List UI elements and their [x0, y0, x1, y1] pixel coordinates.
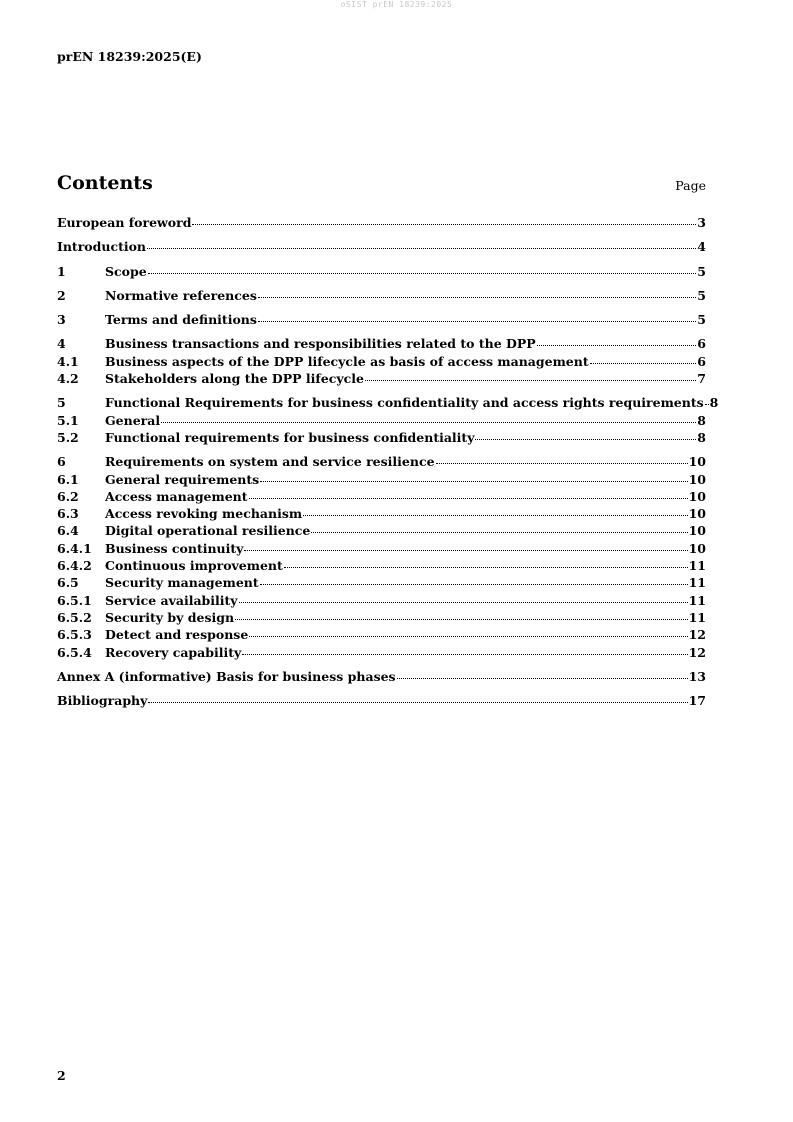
toc-entry[interactable]: [57, 238, 706, 255]
toc-entry[interactable]: [57, 214, 706, 231]
toc-entry-title: Access revoking mechanism: [105, 506, 303, 522]
toc-entry[interactable]: [57, 412, 706, 429]
toc-entry[interactable]: [57, 574, 706, 591]
toc-entry-title: Business continuity: [105, 540, 244, 556]
toc-entry-title: Security management: [105, 575, 259, 591]
toc-entry-number: 6.5.2: [57, 609, 92, 625]
dot-leader: [258, 287, 696, 298]
toc-entry-number: 5.1: [57, 412, 79, 428]
toc-entry[interactable]: [57, 311, 706, 328]
toc-entry-title: Detect and response: [105, 627, 249, 643]
toc-entry-page: 6: [697, 336, 706, 352]
toc-entry-number: 6.1: [57, 471, 79, 487]
page-number: 2: [57, 1068, 66, 1083]
toc-entry-number: 6.4.1: [57, 540, 92, 556]
toc-entry[interactable]: [57, 263, 706, 280]
toc-entry-number: 6.5: [57, 575, 79, 591]
dot-leader: [242, 644, 687, 655]
toc-entry-page: 5: [697, 287, 706, 303]
toc-entry-page: 4: [697, 239, 706, 255]
toc-entry-title: Normative references: [105, 287, 257, 303]
toc-group: [57, 335, 706, 387]
toc-entry-number: 4.1: [57, 353, 79, 369]
dot-leader: [148, 263, 697, 274]
toc-entry-title: Service availability: [105, 592, 238, 608]
dot-leader: [161, 412, 696, 423]
toc-entry-number: 3: [57, 312, 66, 328]
toc-entry-page: 11: [688, 609, 706, 625]
page-column-label: Page: [675, 178, 706, 193]
dot-leader: [590, 353, 697, 364]
toc-group: [57, 668, 706, 685]
toc-entry[interactable]: [57, 692, 706, 709]
toc-entry-title: Scope: [105, 263, 147, 279]
toc-group: [57, 394, 719, 446]
dot-leader: [436, 453, 688, 464]
toc-entry-title: Continuous improvement: [105, 558, 283, 574]
toc-entry-number: 4: [57, 336, 66, 352]
toc-entry-title: Digital operational resilience: [105, 523, 311, 539]
dot-leader: [258, 311, 696, 322]
toc-entry-number: 6.5.3: [57, 627, 92, 643]
toc-entry-number: 6.5.1: [57, 592, 92, 608]
dot-leader: [235, 609, 688, 620]
toc-entry-number: 5: [57, 395, 66, 411]
toc-entry-title: Access management: [105, 488, 248, 504]
toc-entry[interactable]: [57, 394, 719, 411]
toc-entry[interactable]: [57, 609, 706, 626]
toc-entry-page: 8: [697, 412, 706, 428]
toc-entry-page: 12: [688, 627, 706, 643]
dot-leader: [311, 522, 687, 533]
toc-group: [57, 263, 706, 280]
toc-group: [57, 311, 706, 328]
toc-entry-page: 8: [697, 429, 706, 445]
toc-entry-number: 6.2: [57, 488, 79, 504]
dot-leader: [244, 540, 687, 551]
watermark: oSIST prEN 18239:2025: [340, 0, 453, 9]
contents-title: Contents: [57, 172, 153, 194]
toc-entry-page: 17: [688, 693, 706, 709]
toc-entry-number: 4.2: [57, 371, 79, 387]
toc-entry-title: Introduction: [57, 239, 147, 255]
toc-entry-title: European foreword: [57, 215, 192, 230]
toc-entry-number: 2: [57, 287, 66, 303]
toc-entry-number: 1: [57, 263, 66, 279]
toc-entry-page: 11: [688, 575, 706, 591]
toc-entry-page: 7: [697, 371, 706, 387]
toc-entry[interactable]: [57, 668, 706, 685]
toc-entry-title: Requirements on system and service resilience: [105, 454, 435, 470]
toc-entry-page: 10: [688, 488, 706, 504]
toc-entry-title: General requirements: [105, 471, 260, 487]
toc-entry-page: 6: [697, 353, 706, 369]
toc-entry-page: 5: [697, 312, 706, 328]
dot-leader: [303, 505, 687, 516]
toc-entry[interactable]: [57, 488, 706, 505]
dot-leader: [537, 335, 697, 346]
toc-entry-title: Recovery capability: [105, 644, 242, 660]
dot-leader: [147, 238, 696, 249]
toc-entry-title: General: [105, 412, 161, 428]
toc-entry[interactable]: [57, 453, 706, 470]
dot-leader: [249, 488, 688, 499]
toc-group: [57, 692, 706, 709]
toc-entry-page: 12: [688, 644, 706, 660]
toc-entry[interactable]: [57, 471, 706, 488]
toc-entry[interactable]: [57, 335, 706, 352]
toc-entry-page: 10: [688, 523, 706, 539]
toc-entry[interactable]: [57, 522, 706, 539]
dot-leader: [148, 692, 687, 703]
toc-entry[interactable]: [57, 505, 706, 522]
toc-group: [57, 238, 706, 255]
dot-leader: [705, 394, 709, 405]
toc-entry-number: 6.3: [57, 506, 79, 522]
toc-entry-title: Security by design: [105, 609, 235, 625]
toc-entry-title: Terms and definitions: [105, 312, 257, 328]
dot-leader: [260, 574, 688, 585]
toc-entry[interactable]: [57, 592, 706, 609]
toc-entry[interactable]: [57, 370, 706, 387]
dot-leader: [192, 214, 696, 225]
toc-entry-page: 11: [688, 558, 706, 574]
toc-entry-page: 8: [709, 395, 719, 411]
dot-leader: [239, 592, 688, 603]
toc-entry-number: 5.2: [57, 429, 79, 445]
document-id: prEN 18239:2025(E): [57, 49, 202, 64]
toc-entry[interactable]: [57, 644, 706, 661]
dot-leader: [249, 626, 687, 637]
dot-leader: [284, 557, 688, 568]
toc-entry-number: 6.4: [57, 523, 79, 539]
toc-group: [57, 214, 706, 231]
toc-entry-title: Functional requirements for business confidentiality: [105, 429, 475, 445]
toc-entry-page: 3: [697, 215, 706, 230]
toc-entry[interactable]: [57, 353, 706, 370]
toc-entry-page: 10: [688, 506, 706, 522]
toc-group: [57, 453, 706, 661]
table-of-contents: [57, 214, 719, 716]
toc-entry-title: Business aspects of the DPP lifecycle as basis of access management: [105, 353, 589, 369]
toc-entry-title: Business transactions and responsibilities related to the DPP: [105, 336, 536, 352]
toc-entry[interactable]: [57, 626, 706, 643]
toc-entry[interactable]: [57, 540, 706, 557]
toc-entry-page: 13: [688, 668, 706, 684]
toc-entry-page: 10: [688, 540, 706, 556]
toc-entry-page: 10: [688, 454, 706, 470]
toc-entry-number: 6.5.4: [57, 644, 92, 660]
dot-leader: [365, 370, 696, 381]
toc-entry-number: 6: [57, 454, 66, 470]
toc-entry-title: Annex A (informative) Basis for business phases: [57, 668, 396, 684]
dot-leader: [260, 471, 687, 482]
toc-entry-title: Stakeholders along the DPP lifecycle: [105, 371, 364, 387]
toc-entry-title: Bibliography: [57, 693, 148, 709]
toc-group: [57, 287, 706, 304]
toc-entry-number: 6.4.2: [57, 558, 92, 574]
toc-entry[interactable]: [57, 557, 706, 574]
toc-entry[interactable]: [57, 287, 706, 304]
toc-entry-page: 10: [688, 471, 706, 487]
toc-entry[interactable]: [57, 429, 706, 446]
toc-entry-page: 5: [697, 263, 706, 279]
dot-leader: [475, 429, 696, 440]
dot-leader: [397, 668, 688, 679]
toc-entry-page: 11: [688, 592, 706, 608]
toc-entry-title: Functional Requirements for business confidentiality and access rights requirements: [105, 395, 704, 411]
